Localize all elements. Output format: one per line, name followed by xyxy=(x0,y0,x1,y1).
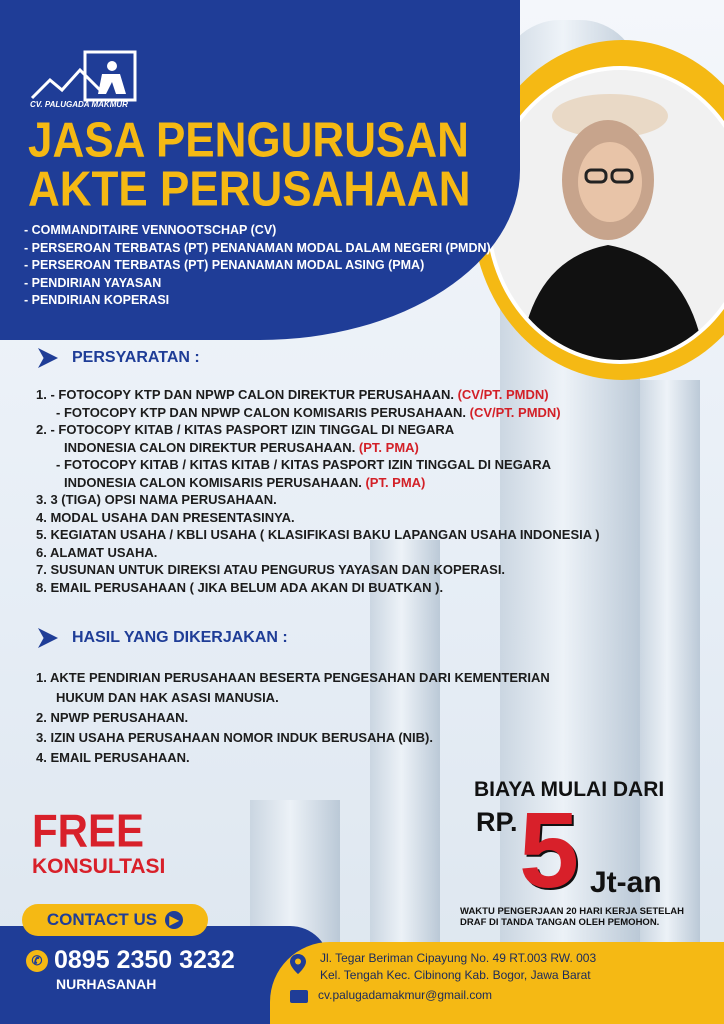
price-suffix: Jt-an xyxy=(590,866,662,899)
persyaratan-item xyxy=(36,509,600,527)
persyaratan-item xyxy=(36,456,600,474)
konsultasi-label: KONSULTASI xyxy=(32,855,166,878)
persyaratan-item-text: 7. SUSUNAN UNTUK DIREKSI ATAU PENGURUS YAYASAN DAN KOPERASI. xyxy=(36,562,506,577)
persyaratan-item-text: - FOTOCOPY KITAB / KITAS KITAB / KITAS PASPORT IZIN TINGGAL DI NEGARA xyxy=(56,457,551,472)
contact-us-label: CONTACT US xyxy=(46,910,158,929)
persyaratan-item-text: 6. ALAMAT USAHA. xyxy=(36,544,158,560)
persyaratan-heading-label: PERSYARATAN : xyxy=(72,349,200,366)
phone-icon: ✆ xyxy=(26,950,48,972)
persyaratan-item xyxy=(36,544,600,562)
hasil-item: 3. IZIN USAHA PERUSAHAAN NOMOR INDUK BERUSAHA (NIB). xyxy=(36,730,433,745)
persyaratan-item xyxy=(36,421,600,439)
persyaratan-item-text: 4. MODAL USAHA DAN PRESENTASINYA. xyxy=(36,509,295,525)
entity-type-tag: (PT. PMA) xyxy=(358,439,419,455)
persyaratan-item xyxy=(36,491,600,509)
persyaratan-item xyxy=(36,561,600,579)
service-item: - PENDIRIAN KOPERASI xyxy=(24,293,170,307)
email-address[interactable]: cv.palugadamakmur@gmail.com xyxy=(318,988,493,1002)
persyaratan-item-text: 8. EMAIL PERUSAHAAN ( JIKA BELUM ADA AKAN DI BUATKAN ). xyxy=(36,579,444,595)
persyaratan-item-text: 5. KEGIATAN USAHA / KBLI USAHA ( KLASIFIKASI BAKU LAPANGAN USAHA INDONESIA ) xyxy=(36,527,600,542)
hasil-list xyxy=(36,668,550,768)
persyaratan-item-text: 1. - FOTOCOPY KTP DAN NPWP CALON DIREKTUR PERUSAHAAN. xyxy=(36,387,458,402)
entity-type-tag: (CV/PT. PMDN) xyxy=(457,387,549,402)
location-pin-icon xyxy=(290,954,306,974)
persyaratan-item-text: 3. 3 (TIGA) OPSI NAMA PERUSAHAAN. xyxy=(36,492,277,507)
contact-name: NURHASANAH xyxy=(56,976,157,992)
persyaratan-list xyxy=(36,386,600,596)
hasil-heading-label: HASIL YANG DIKERJAKAN : xyxy=(72,629,288,646)
persyaratan-item-text: INDONESIA CALON DIREKTUR PERUSAHAAN. xyxy=(64,439,359,455)
persyaratan-item-text: INDONESIA CALON KOMISARIS PERUSAHAAN. xyxy=(64,474,366,490)
contact-us-button[interactable] xyxy=(22,904,208,936)
persyaratan-heading xyxy=(38,348,200,368)
service-item: - PERSEROAN TERBATAS (PT) PENANAMAN MODAL ASING (PMA) xyxy=(24,258,425,272)
mail-icon xyxy=(290,990,308,1003)
hasil-item: 1. AKTE PENDIRIAN PERUSAHAAN BESERTA PENGESAHAN DARI KEMENTERIAN xyxy=(36,670,550,685)
price-label: BIAYA MULAI DARI xyxy=(474,778,665,801)
persyaratan-item xyxy=(36,404,600,422)
hasil-heading xyxy=(38,628,288,648)
persyaratan-item xyxy=(36,474,600,492)
entity-type-tag: (CV/PT. PMDN) xyxy=(469,404,561,420)
chevron-right-icon xyxy=(38,628,58,648)
company-name: CV. PALUGADA MAKMUR xyxy=(30,100,128,109)
chevron-right-icon xyxy=(38,348,58,368)
persyaratan-item xyxy=(36,439,600,457)
title-line-2: AKTE PERUSAHAAN xyxy=(28,161,471,217)
phone-row[interactable] xyxy=(26,946,235,975)
entity-type-tag: (PT. PMA) xyxy=(365,474,426,490)
persyaratan-item-text: - FOTOCOPY KTP DAN NPWP CALON KOMISARIS PERUSAHAAN. xyxy=(56,404,470,420)
persyaratan-item xyxy=(36,579,600,597)
service-item: - PERSEROAN TERBATAS (PT) PENANAMAN MODAL DALAM NEGERI (PMDN) xyxy=(24,240,491,255)
address-line-1: Jl. Tegar Beriman Cipayung No. 49 RT.003 RW. 003 xyxy=(320,951,597,965)
hasil-item: 4. EMAIL PERUSAHAAN. xyxy=(36,750,190,765)
services-list xyxy=(24,222,491,310)
service-item: - PENDIRIAN YAYASAN xyxy=(24,275,162,290)
price-currency: RP. xyxy=(476,807,518,837)
processing-time-note: WAKTU PENGERJAAN 20 HARI KERJA SETELAH DRAF DI TANDA TANGAN OLEH PEMOHON. xyxy=(460,906,684,928)
phone-number: 0895 2350 3232 xyxy=(54,946,235,974)
address-line-2: Kel. Tengah Kec. Cibinong Kab. Bogor, Jawa Barat xyxy=(320,968,591,982)
title-line-1: JASA PENGURUSAN xyxy=(28,112,469,168)
persyaratan-item xyxy=(36,526,600,544)
persyaratan-item xyxy=(36,386,600,404)
arrow-right-icon: ▶ xyxy=(165,911,183,929)
hasil-item: HUKUM DAN HAK ASASI MANUSIA. xyxy=(56,690,279,705)
address xyxy=(320,950,596,984)
price-amount: 5 xyxy=(519,789,580,910)
service-item: - COMMANDITAIRE VENNOOTSCHAP (CV) xyxy=(24,223,277,237)
hasil-item: 2. NPWP PERUSAHAAN. xyxy=(36,710,189,725)
free-label: FREE xyxy=(32,804,145,857)
persyaratan-item-text: 2. - FOTOCOPY KITAB / KITAS PASPORT IZIN TINGGAL DI NEGARA xyxy=(36,422,455,437)
